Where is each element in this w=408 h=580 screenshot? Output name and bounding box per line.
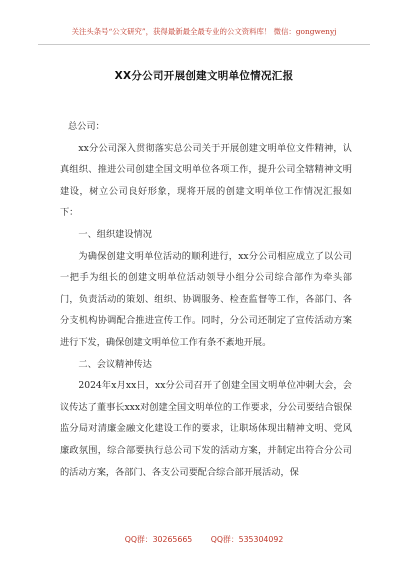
- section-heading-meeting: 二、会议精神传达: [78, 358, 152, 370]
- organization-paragraph: 为确保创建文明单位活动的顺利进行，xx分公司相应成立了以公司一把手为组长的创建文明单位活动领导小组分公司综合部作为牵头部门，负责活动的策划、组织、协调服务、检查监督等工作，各部门、各分支机构协调配合推进宣传工作。同时，分公司还制定了宣传活动方案进行下发，确保创建文明单位工作有条不紊地开展。: [60, 250, 352, 348]
- document-title: XX分公司开展创建文明单位情况汇报: [114, 70, 294, 82]
- section-heading-organization: 一、组织建设情况: [78, 228, 152, 240]
- header-divider: [38, 44, 370, 45]
- meeting-paragraph: 2024年x月xx日，xx分公司召开了创建全国文明单位冲刺大会，会议传达了董事长xxx对创建全国文明单位的工作要求，分公司要结合银保监分局对清廉金融文化建设工作的要求，让职场体现出精神文明、党风廉政氛围，综合部要执行总公司下发的活动方案，并制定出符合分公司的活动方案，各部门、各支公司要配合综合部开展活动，保: [60, 380, 352, 478]
- footer-contacts: [0, 534, 408, 545]
- document-body: [60, 116, 352, 483]
- salutation: 总公司：: [68, 121, 105, 132]
- footer-qq-group-2: QQ群：535304092: [210, 535, 284, 544]
- header-notice: 关注头条号“公文研究”，获得最新最全最专业的公文资料库！ 微信：gongwenyj: [71, 27, 337, 36]
- intro-paragraph: xx分公司深入贯彻落实总公司关于开展创建文明单位文件精神，认真组织、推进公司创建全国文明单位各项工作，提升公司全辖精神文明建设，树立公司良好形象，现将开展的创建文明单位工作情况汇报如下：: [60, 142, 352, 219]
- footer-qq-group-1: QQ群：30265665: [124, 535, 193, 544]
